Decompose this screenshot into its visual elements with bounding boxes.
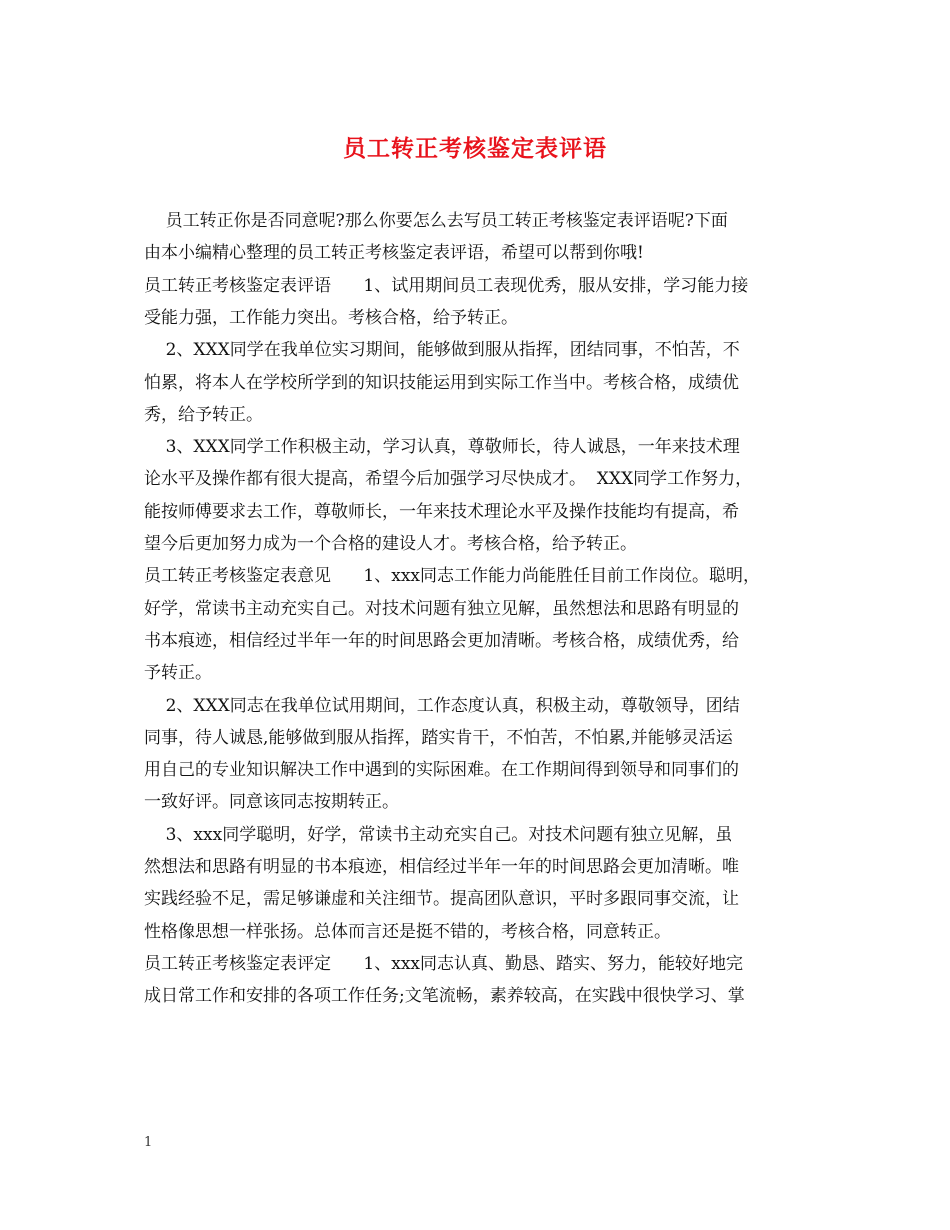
body-line: 望今后更加努力成为一个合格的建设人才。考核合格，给予转正。 — [144, 534, 637, 554]
body-line: 一致好评。同意该同志按期转正。 — [144, 792, 399, 813]
body-line: 员工转正考核鉴定表评语 1、试用期间员工表现优秀，服从安排，学习能力接 — [144, 275, 749, 296]
body-line: 用自己的专业知识解决工作中遇到的实际困难。在工作期间得到领导和同事们的 — [144, 760, 739, 781]
body-line: 好学，常读书主动充实自己。对技术问题有独立见解，虽然想法和思路有明显的 — [144, 598, 739, 619]
body-line: 论水平及操作都有很大提高，希望今后加强学习尽快成才。 XXX同学工作努力， — [144, 469, 753, 490]
body-line: 员工转正考核鉴定表意见 1、xxx同志工作能力尚能胜任目前工作岗位。聪明， — [144, 566, 760, 587]
body-line: 3、XXX同学工作积极主动，学习认真，尊敬师长，待人诚恳，一年来技术理 — [144, 437, 740, 458]
body-line: 2、XXX同学在我单位实习期间，能够做到服从指挥，团结同事，不怕苦，不 — [144, 340, 740, 361]
body-line: 2、XXX同志在我单位试用期间，工作态度认真，积极主动，尊敬领导，团结 — [144, 695, 740, 716]
body-line: 予转正。 — [144, 663, 212, 684]
body-line: 由本小编精心整理的员工转正考核鉴定表评语，希望可以帮到你哦! — [144, 243, 644, 264]
body-line: 然想法和思路有明显的书本痕迹，相信经过半年一年的时间思路会更加清晰。唯 — [144, 857, 739, 877]
body-line: 员工转正考核鉴定表评定 1、xxx同志认真、勤恳、踏实、努力，能较好地完 — [144, 953, 743, 974]
body-line: 受能力强，工作能力突出。考核合格，给予转正。 — [144, 307, 518, 328]
body-line: 成日常工作和安排的各项工作任务;文笔流畅，素养较高，在实践中很快学习、掌 — [144, 986, 745, 1007]
page-number: 1 — [144, 1135, 153, 1150]
body-line: 实践经验不足，需足够谦虚和关注细节。提高团队意识，平时多跟同事交流，让 — [144, 889, 739, 910]
body-line: 员工转正你是否同意呢?那么你要怎么去写员工转正考核鉴定表评语呢?下面 — [144, 211, 728, 231]
body-line: 秀，给予转正。 — [144, 404, 263, 425]
body-line: 性格像思想一样张扬。总体而言还是挺不错的，考核合格，同意转正。 — [144, 921, 671, 942]
document-title: 员工转正考核鉴定表评语 — [343, 135, 607, 162]
body-line: 书本痕迹，相信经过半年一年的时间思路会更加清晰。考核合格，成绩优秀，给 — [144, 630, 739, 651]
body-line: 同事，待人诚恳,能够做到服从指挥，踏实肯干，不怕苦，不怕累,并能够灵活运 — [144, 727, 733, 748]
body-line: 能按师傅要求去工作，尊敬师长，一年来技术理论水平及操作技能均有提高，希 — [144, 501, 739, 522]
body-line: 怕累，将本人在学校所学到的知识技能运用到实际工作当中。考核合格，成绩优 — [144, 372, 739, 393]
body-line: 3、xxx同学聪明，好学，常读书主动充实自己。对技术问题有独立见解，虽 — [144, 824, 733, 845]
